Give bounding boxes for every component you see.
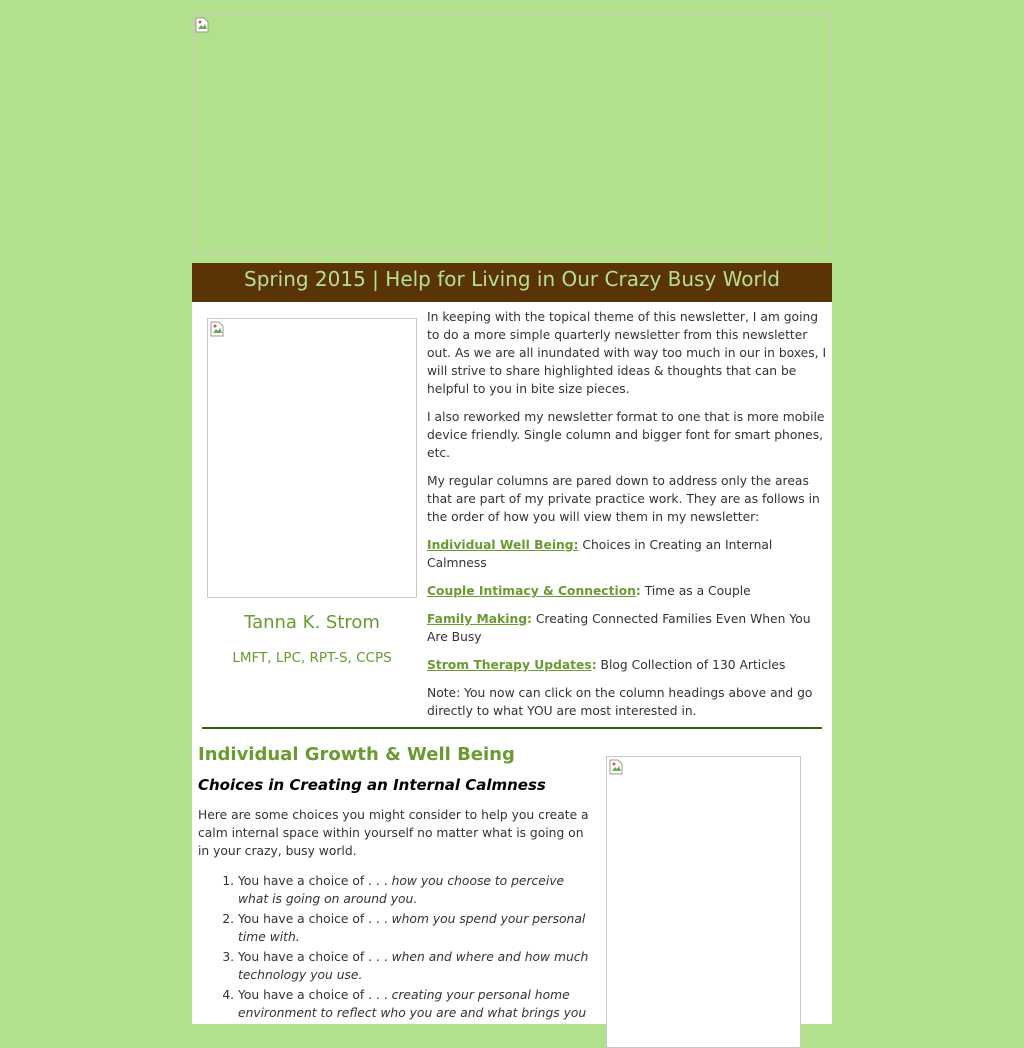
newsletter (192, 0, 832, 1024)
intro-note: Note: You now can click on the column headings above and go directly to what YOU are most interested in. (427, 686, 813, 718)
list-item: 1. You have a choice of . . . how you choose to perceive what is going on around you. (238, 872, 598, 908)
intro-paragraph: I also reworked my newsletter format to one that is more mobile device friendly. Single column and bigger font for smart phones, etc. (427, 410, 825, 460)
column-entry: Strom Therapy Updates: Blog Collection of 130 Articles (427, 658, 786, 672)
content-panel (192, 302, 832, 1024)
list-item: 2. You have a choice of . . . whom you spend your personal time with. (238, 910, 598, 946)
intro-paragraph: In keeping with the topical theme of this newsletter, I am going to do a more simple quarterly newsletter from this newsletter out. As we are all inundated with way too much in our in boxes, I will strive to share highlighted ideas & thoughts that can be helpful to you in bite size pieces. (427, 310, 827, 396)
author-name: Tanna K. Strom (244, 612, 380, 633)
author-photo (207, 318, 417, 598)
intro-text (427, 308, 831, 730)
choices-list (198, 872, 598, 1022)
column-description: Creating Connected Families Even When You Are Busy (427, 612, 811, 644)
column-entry: Family Making: Creating Connected Families Even When You Are Busy (427, 612, 811, 644)
column-entry: Couple Intimacy & Connection: Time as a Couple (427, 584, 751, 598)
broken-image-icon (195, 17, 209, 33)
column-entry (427, 536, 831, 572)
link-individual-well-being[interactable]: Individual Well Being: (427, 538, 579, 552)
section-subtitle: Choices in Creating an Internal Calmness (198, 776, 546, 794)
link-couple-intimacy[interactable]: Couple Intimacy & Connection (427, 584, 636, 598)
column-description: Blog Collection of 130 Articles (596, 658, 786, 672)
broken-image-icon (609, 759, 623, 775)
list-item: 4. You have a choice of . . . creating your personal home environment to reflect who you are and what brings you (238, 986, 598, 1022)
section-image (606, 756, 801, 1048)
column-description: Choices in Creating an Internal Calmness (427, 538, 773, 570)
link-strom-therapy-updates[interactable]: Strom Therapy Updates (427, 658, 592, 672)
section-lead: Here are some choices you might consider to help you create a calm internal space within yourself no matter what is going on in your crazy, busy world. (198, 808, 589, 858)
section-body (198, 806, 598, 1024)
newsletter-title: Spring 2015 | Help for Living in Our Crazy Busy World (192, 263, 832, 302)
broken-image-icon (210, 321, 224, 337)
intro-paragraph: My regular columns are pared down to address only the areas that are part of my private practice work. They are as follows in the order of how you will view them in my newsletter: (427, 474, 820, 524)
author-credentials: LMFT, LPC, RPT-S, CCPS (232, 650, 392, 666)
section-title: Individual Growth & Well Being (198, 744, 515, 765)
section-divider (202, 727, 822, 729)
list-item: 3. You have a choice of . . . when and where and how much technology you use. (238, 948, 598, 984)
column-description: Time as a Couple (640, 584, 751, 598)
link-family-making[interactable]: Family Making (427, 612, 528, 626)
banner-image (192, 14, 832, 254)
